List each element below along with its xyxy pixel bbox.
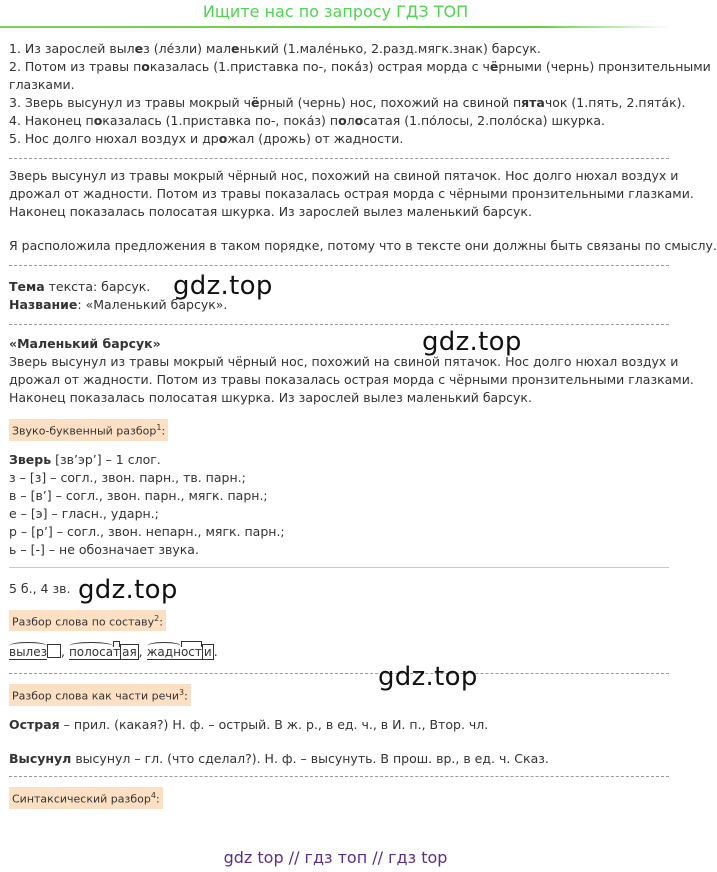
- zero-ending: [47, 644, 61, 658]
- text-line-2: дрожал от жадности. Потом из травы показалась острая морда с чёрными пронзительными глазками.: [9, 186, 694, 201]
- composition-label: Разбор слова по составу$^2$:: [9, 610, 669, 632]
- footer-links[interactable]: gdz top // гдз топ // гдз top: [223, 848, 448, 867]
- phonetic-row: е – [э] – гласн., ударн.;: [9, 505, 159, 521]
- story-line-3: Наконец показалась полосатая шкурка. Из зарослей вылез маленький барсук.: [9, 390, 532, 405]
- watermark: gdz.top: [378, 662, 478, 692]
- analysis-line-3: 3. Зверь высунул из травы мокрый чёрный (чернь) нос, похожий на свиной пятачок (1.пять, 2.пята́к).: [9, 95, 686, 110]
- solution-content: [9, 40, 717, 809]
- phonetic-row: з – [з] – согл., звон. парн., тв. парн.;: [9, 469, 246, 485]
- morph-word-3: жадност и: [146, 645, 212, 660]
- story-line-1: Зверь высунул из травы мокрый чёрный нос, похожий на свиной пятачок. Нос долго нюхал воздух и: [9, 354, 679, 369]
- analysis-line-5: 5. Нос долго нюхал воздух и дрожал (дрожь) от жадности.: [9, 131, 404, 146]
- story-line-2: дрожал от жадности. Потом из травы показалась острая морда с чёрными пронзительными глазками.: [9, 372, 694, 387]
- pos-word-1: Острая – прил. (какая?) Н. ф. – острый. В ж. р., в ед. ч., в И. п., Втор. чл.: [9, 716, 489, 732]
- text-line-1: Зверь высунул из травы мокрый чёрный нос, похожий на свиной пятачок. Нос долго нюхал воздух и: [9, 168, 679, 183]
- explanation: Я расположила предложения в таком порядке, потому что в тексте они должны быть связаны по смыслу.: [9, 238, 717, 253]
- title-line: Название: «Маленький барсук».: [9, 297, 228, 312]
- watermark: gdz.top: [78, 575, 178, 605]
- analysis-line-2: 2. Потом из травы показалась (1.приставка по-, пока́з) острая морда с чёрными (чернь) пронзительными: [9, 59, 711, 74]
- watermark: gdz.top: [422, 327, 522, 357]
- phonetic-word: Зверь [зв’эр’] – 1 слог.: [9, 451, 161, 467]
- analysis-line-2b: глазками.: [9, 77, 75, 92]
- analysis-line-4: 4. Наконец показалась (1.приставка по-, пока́з) полосатая (1.по́лосы, 2.поло́ска) шкурка.: [9, 113, 606, 128]
- syntax-label: Синтаксический разбор$^4$:: [9, 787, 669, 809]
- banner-underline: [0, 26, 671, 28]
- phonetic-summary: 5 б., 4 зв.: [9, 580, 71, 596]
- phonetic-row: ь – [-] – не обозначает звука.: [9, 541, 199, 557]
- composition-words: вылез , полосат ая , жадност и .: [9, 644, 218, 660]
- theme-line: Тема текста: барсук.: [9, 279, 151, 294]
- pos-word-2: Высунул высунул – гл. (что сделал?). Н. ф. – высунуть. В прош. вр., в ед. ч. Сказ.: [9, 750, 549, 766]
- story-heading: «Маленький барсук»: [9, 336, 161, 351]
- watermark: gdz.top: [173, 271, 273, 301]
- analysis-line-1: 1. Из зарослей вылез (ле́зли) маленький (1.мале́нько, 2.разд.мягк.знак) барсук.: [9, 41, 541, 56]
- promo-banner[interactable]: Ищите нас по запросу ГДЗ ТОП: [202, 2, 469, 21]
- pos-label: Разбор слова как части речи$^3$:: [9, 684, 669, 706]
- phonetic-row: р – [р’] – согл., звон. непарн., мягк. парн.;: [9, 523, 285, 539]
- morph-word-2: полосат ая: [68, 645, 137, 660]
- phonetic-row: в – [в’] – согл., звон. парн., мягк. парн.;: [9, 487, 268, 503]
- morph-word-1: вылез: [9, 643, 61, 661]
- phonetic-label: Звуко-буквенный разбор$^1$:: [9, 419, 669, 441]
- text-line-3: Наконец показалась полосатая шкурка. Из зарослей вылез маленький барсук.: [9, 204, 532, 219]
